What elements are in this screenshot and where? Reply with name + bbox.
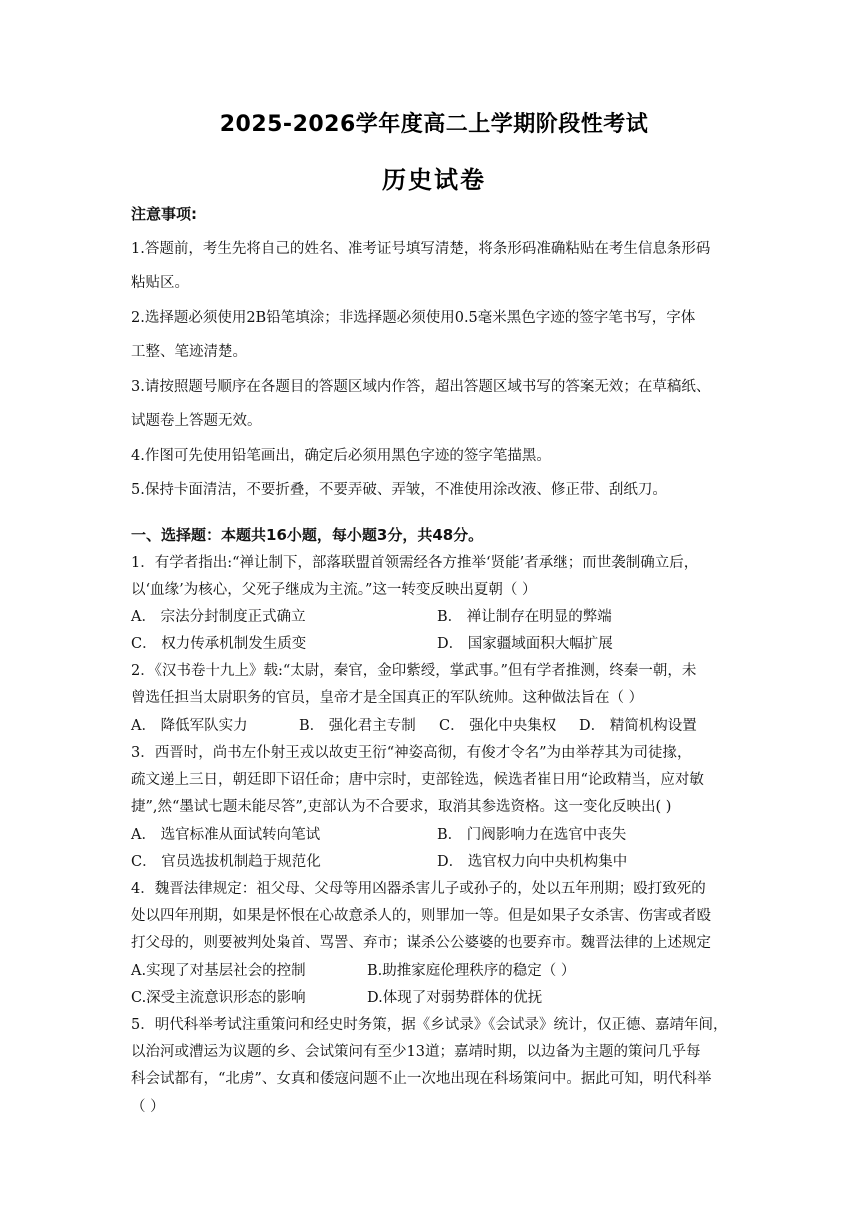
question-3-stem-line-3: 捷”,然“墨试七题未能尽答”,吏部认为不合要求，取消其参选资格。这一变化反映出( ) — [131, 799, 672, 815]
question-1-option-c: C． 权力传承机制发生质变 — [131, 636, 307, 652]
question-3-option-b: B． 门阀影响力在选官中丧失 — [437, 827, 627, 843]
question-3-stem-line-2: 疏文递上三日，朝廷即下诏任命；唐中宗时，吏部铨选，候选者崔日用“论政精当，应对敏 — [131, 772, 704, 788]
question-4-option-c: C.深受主流意识形态的影响 — [131, 990, 306, 1006]
question-4-option-d: D.体现了对弱势群体的优抚 — [367, 990, 543, 1006]
question-2-option-b: B． 强化君主专制 — [299, 718, 416, 734]
question-3-option-d: D． 选官权力向中央机构集中 — [437, 854, 628, 870]
question-2-option-d: D． 精简机构设置 — [579, 718, 697, 734]
exam-title: 2025-2026学年度高二上学期阶段性考试 — [219, 112, 649, 137]
question-4-stem-line-1: 4．魏晋法律规定：祖父母、父母等用凶器杀害儿子或孙子的，处以五年刑期；殴打致死的 — [131, 881, 706, 897]
notice-item-1-line-2: 粘贴区。 — [131, 275, 189, 291]
question-2-option-a: A． 降低军队实力 — [131, 718, 248, 734]
question-2-stem-line-1: 2．《汉书卷十九上》载:“太尉，秦官，金印紫绶，掌武事。”但有学者推测，终秦一朝，未 — [131, 663, 697, 679]
question-1-stem-line-2: 以‘血缘’为核心，父死子继成为主流。”这一转变反映出夏朝（ ） — [131, 582, 537, 598]
question-3-option-a: A． 选官标准从面试转向笔试 — [131, 827, 321, 843]
question-3-option-c: C． 官员选拔机制趋于规范化 — [131, 854, 321, 870]
question-1-option-b: B． 禅让制存在明显的弊端 — [437, 609, 612, 625]
question-4-option-a: A.实现了对基层社会的控制 — [131, 963, 306, 979]
notice-item-1-line-1: 1.答题前，考生先将自己的姓名、准考证号填写清楚，将条形码准确粘贴在考生信息条形码 — [131, 241, 711, 257]
question-1-option-d: D． 国家疆域面积大幅扩展 — [437, 636, 613, 652]
notice-item-4: 4.作图可先使用铅笔画出，确定后必须用黑色字迹的签字笔描黑。 — [131, 448, 551, 464]
question-5-stem-line-4: （ ） — [131, 1099, 165, 1115]
question-1-stem-line-1: 1．有学者指出:“禅让制下，部落联盟首领需经各方推举‘贤能’者承继；而世袭制确立后， — [131, 555, 699, 571]
question-5-stem-line-3: 科会试都有，“北虏”、女真和倭寇问题不止一次地出现在科场策问中。据此可知，明代科举 — [131, 1071, 712, 1087]
question-5-stem-line-1: 5．明代科举考试注重策问和经史时务策，据《乡试录》《会试录》统计，仅正德、嘉靖年间， — [131, 1017, 728, 1033]
question-4-option-b: B.助推家庭伦理秩序的稳定（ ） — [367, 963, 576, 979]
notice-item-5: 5.保持卡面清洁，不要折叠，不要弄破、弄皱，不准使用涂改液、修正带、刮纸刀。 — [131, 482, 667, 498]
question-1-option-a: A． 宗法分封制度正式确立 — [131, 609, 306, 625]
question-4-stem-line-2: 处以四年刑期，如果是怀恨在心故意杀人的，则罪加一等。但是如果子女杀害、伤害或者殴 — [131, 908, 711, 924]
notice-item-3-line-2: 试题卷上答题无效。 — [131, 413, 262, 429]
question-2-option-c: C． 强化中央集权 — [439, 718, 557, 734]
question-5-stem-line-2: 以治河或漕运为议题的乡、会试策问有至少13道；嘉靖时期，以边备为主题的策问几乎每 — [131, 1044, 701, 1060]
notice-heading: 注意事项: — [131, 205, 197, 223]
question-3-stem-line-1: 3．西晋时，尚书左仆射王戎以故吏王衍“神姿高彻，有俊才令名”为由举荐其为司徒掾， — [131, 745, 692, 761]
notice-item-3-line-1: 3.请按照题号顺序在各题目的答题区域内作答，超出答题区域书写的答案无效；在草稿纸、 — [131, 379, 711, 395]
notice-item-2-line-2: 工整、笔迹清楚。 — [131, 344, 247, 360]
question-4-stem-line-3: 打父母的，则要被判处枭首、骂詈、弃市；谋杀公公婆婆的也要弃市。魏晋法律的上述规定 — [131, 935, 711, 951]
section-heading: 一、选择题：本题共16小题，每小题3分，共48分。 — [131, 526, 484, 544]
notice-item-2-line-1: 2.选择题必须使用2B铅笔填涂；非选择题必须使用0.5毫米黑色字迹的签字笔书写，字体 — [131, 310, 696, 326]
exam-subject: 历史试卷 — [382, 166, 486, 194]
question-2-stem-line-2: 曾选任担当太尉职务的官员，皇帝才是全国真正的军队统帅。这种做法旨在（ ） — [131, 690, 644, 706]
